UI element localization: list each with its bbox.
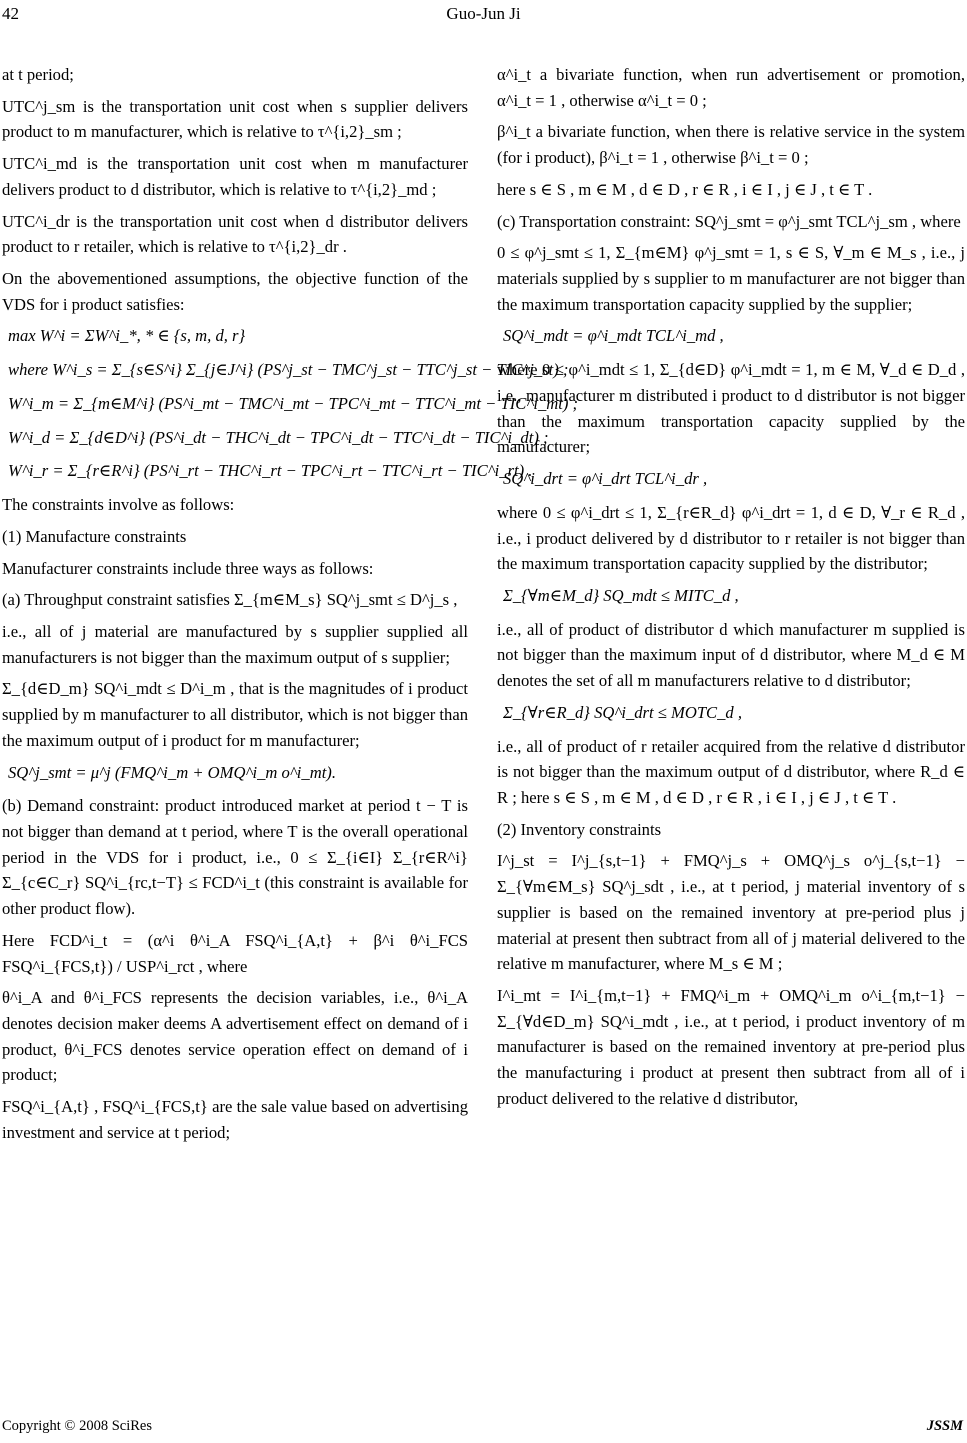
equation-mitc: Σ_{∀m∈M_d} SQ_mdt ≤ MITC_d , <box>503 585 739 605</box>
paragraph: UTC^i_md is the transportation unit cost when m manufacturer delivers product to d distributor, which is relative to τ^{i,2}_md ; <box>2 154 468 199</box>
equation-wm: W^i_m = Σ_{m∈M^i} (PS^i_mt − TMC^i_mt − TPC^i_mt − TTC^i_mt − TIC^i_mt) ; <box>8 393 579 413</box>
section-heading: (1) Manufacture constraints <box>2 526 187 546</box>
equation-sq-mdt: SQ^i_mdt = φ^i_mdt TCL^i_md , <box>503 326 724 346</box>
paragraph: (b) Demand constraint: product introduced market at period t − T is not bigger than demand at t period, where T is the overall operational period in the VDS for i product, i.e., 0 ≤ Σ_{i∈I} Σ_{r∈R^i} Σ_{c∈C_r} SQ^i_{rc,t−T} ≤ FCD^i_t (this constraint is available for other product flow). <box>2 796 468 919</box>
equation-wr: W^i_r = Σ_{r∈R^i} (PS^i_rt − THC^i_rt − TPC^i_rt − TTC^i_rt − TIC^i_rt) . <box>8 461 533 481</box>
paragraph: i.e., all of product of distributor d which manufacturer m supplied is not bigger than the maximum input of d distributor, where M_d ∈ M denotes the set of all m manufacturers relative to d distributor; <box>497 619 965 691</box>
paragraph: here s ∈ S , m ∈ M , d ∈ D , r ∈ R , i ∈ I , j ∈ J , t ∈ T . <box>497 179 873 199</box>
equation-wd: W^i_d = Σ_{d∈D^i} (PS^i_dt − THC^i_dt − TPC^i_dt − TTC^i_dt − TIC^i_dt) ; <box>8 427 549 447</box>
paragraph: (a) Throughput constraint satisfies Σ_{m∈M_s} SQ^j_smt ≤ D^j_s , <box>2 590 458 610</box>
paragraph: α^i_t a bivariate function, when run advertisement or promotion, α^i_t = 1 , otherwise α^i_t = 0 ; <box>497 65 965 110</box>
page-number: 42 <box>2 4 19 23</box>
left-column <box>2 62 579 1152</box>
running-author: Guo-Jun Ji <box>446 4 521 23</box>
paragraph: On the abovementioned assumptions, the objective function of the VDS for i product satisfies: <box>2 269 468 314</box>
paragraph: 0 ≤ φ^j_smt ≤ 1, Σ_{m∈M} φ^j_smt = 1, s ∈ S, ∀_m ∈ M_s , i.e., j materials supplied by s supplier to m manufacturer are not bigger than the maximum transportation capacity supplied by the supplier; <box>497 243 965 314</box>
paragraph: at t period; <box>2 65 74 84</box>
equation-sq-drt: SQ^i_drt = φ^i_drt TCL^i_dr , <box>503 469 708 489</box>
equation-motc: Σ_{∀r∈R_d} SQ^i_drt ≤ MOTC_d , <box>503 702 743 722</box>
paragraph: (c) Transportation constraint: SQ^j_smt = φ^j_smt TCL^j_sm , where <box>497 211 961 231</box>
paragraph: β^i_t a bivariate function, when there is relative service in the system (for i product), β^i_t = 1 , otherwise β^i_t = 0 ; <box>497 122 965 168</box>
section-heading: (2) Inventory constraints <box>497 819 662 839</box>
paragraph: where 0 ≤ φ^i_mdt ≤ 1, Σ_{d∈D} φ^i_mdt = 1, m ∈ M, ∀_d ∈ D_d , i.e., manufacturer m distributed i product to d distributor is not bigger than the maximum transportation capacity supplied by the manufacturer; <box>497 360 965 457</box>
paragraph: FSQ^i_{A,t} , FSQ^i_{FCS,t} are the sale value based on advertising investment and service at t period; <box>2 1097 468 1142</box>
paragraph: I^j_st = I^j_{s,t−1} + FMQ^j_s + OMQ^j_s o^j_{s,t−1} − Σ_{∀m∈M_s} SQ^j_sdt , i.e., at t period, j material inventory of s supplier is based on the remained inventory at pre-period plus j material at present then subtract from all of j material delivered to the relative m manufacturer, where M_s ∈ M ; <box>497 851 965 974</box>
paragraph: Manufacturer constraints include three ways as follows: <box>2 558 374 578</box>
paragraph: UTC^j_sm is the transportation unit cost when s supplier delivers product to m manufacturer, which is relative to τ^{i,2}_sm ; <box>2 96 468 142</box>
equation-objective: max W^i = ΣW^i_*, * ∈ {s, m, d, r} <box>8 326 246 346</box>
equation-ws: where W^i_s = Σ_{s∈S^i} Σ_{j∈J^i} (PS^j_st − TMC^j_st − TTC^j_st − TIC^j_st) ; <box>8 360 569 380</box>
paragraph: i.e., all of j material are manufactured by s supplier supplied all manufacturers is not bigger than the maximum output of s supplier; <box>2 621 468 667</box>
paragraph: Here FCD^i_t = (α^i θ^i_A FSQ^i_{A,t} + β^i θ^i_FCS FSQ^i_{FCS,t}) / USP^i_rct , where <box>2 930 468 976</box>
paragraph: θ^i_A and θ^i_FCS represents the decision variables, i.e., θ^i_A denotes decision maker deems A advertisement effect on demand of i product, θ^i_FCS denotes service operation effect on demand of i product; <box>2 988 468 1085</box>
paragraph: Σ_{d∈D_m} SQ^i_mdt ≤ D^i_m , that is the magnitudes of i product supplied by m manufacturer to all distributor, which is not bigger than the maximum output of i product for m manufacturer; <box>2 679 468 750</box>
paragraph: UTC^i_dr is the transportation unit cost when d distributor delivers product to r retailer, which is relative to τ^{i,2}_dr . <box>2 211 468 257</box>
equation-sq-smt: SQ^j_smt = μ^j (FMQ^i_m + OMQ^i_m o^i_mt). <box>8 762 336 782</box>
paragraph: I^i_mt = I^i_{m,t−1} + FMQ^i_m + OMQ^i_m o^i_{m,t−1} − Σ_{∀d∈D_m} SQ^i_mdt , i.e., at t period, i product inventory of m manufacturer is based on the remained inventory at pre-period plus the manufacturing i product at present then subtract from all of i product delivered to the relative d distributor, <box>497 986 965 1108</box>
paragraph: where 0 ≤ φ^i_drt ≤ 1, Σ_{r∈R_d} φ^i_drt = 1, d ∈ D, ∀_r ∈ R_d , i.e., i product delivered by d distributor to r retailer is not bigger than the maximum transportation capacity supplied by the distributor; <box>497 502 965 574</box>
paragraph: The constraints involve as follows: <box>2 495 235 515</box>
journal-abbreviation: JSSM <box>926 1418 963 1434</box>
right-column <box>497 62 965 1118</box>
page-header <box>0 4 967 30</box>
copyright-notice: Copyright © 2008 SciRes <box>2 1418 152 1434</box>
paragraph: i.e., all of product of r retailer acquired from the relative d distributor is not bigger than the maximum output of d distributor, where R_d ∈ R ; here s ∈ S , m ∈ M , d ∈ D , r ∈ R , i ∈ I , j ∈ J , t ∈ T . <box>497 736 965 807</box>
